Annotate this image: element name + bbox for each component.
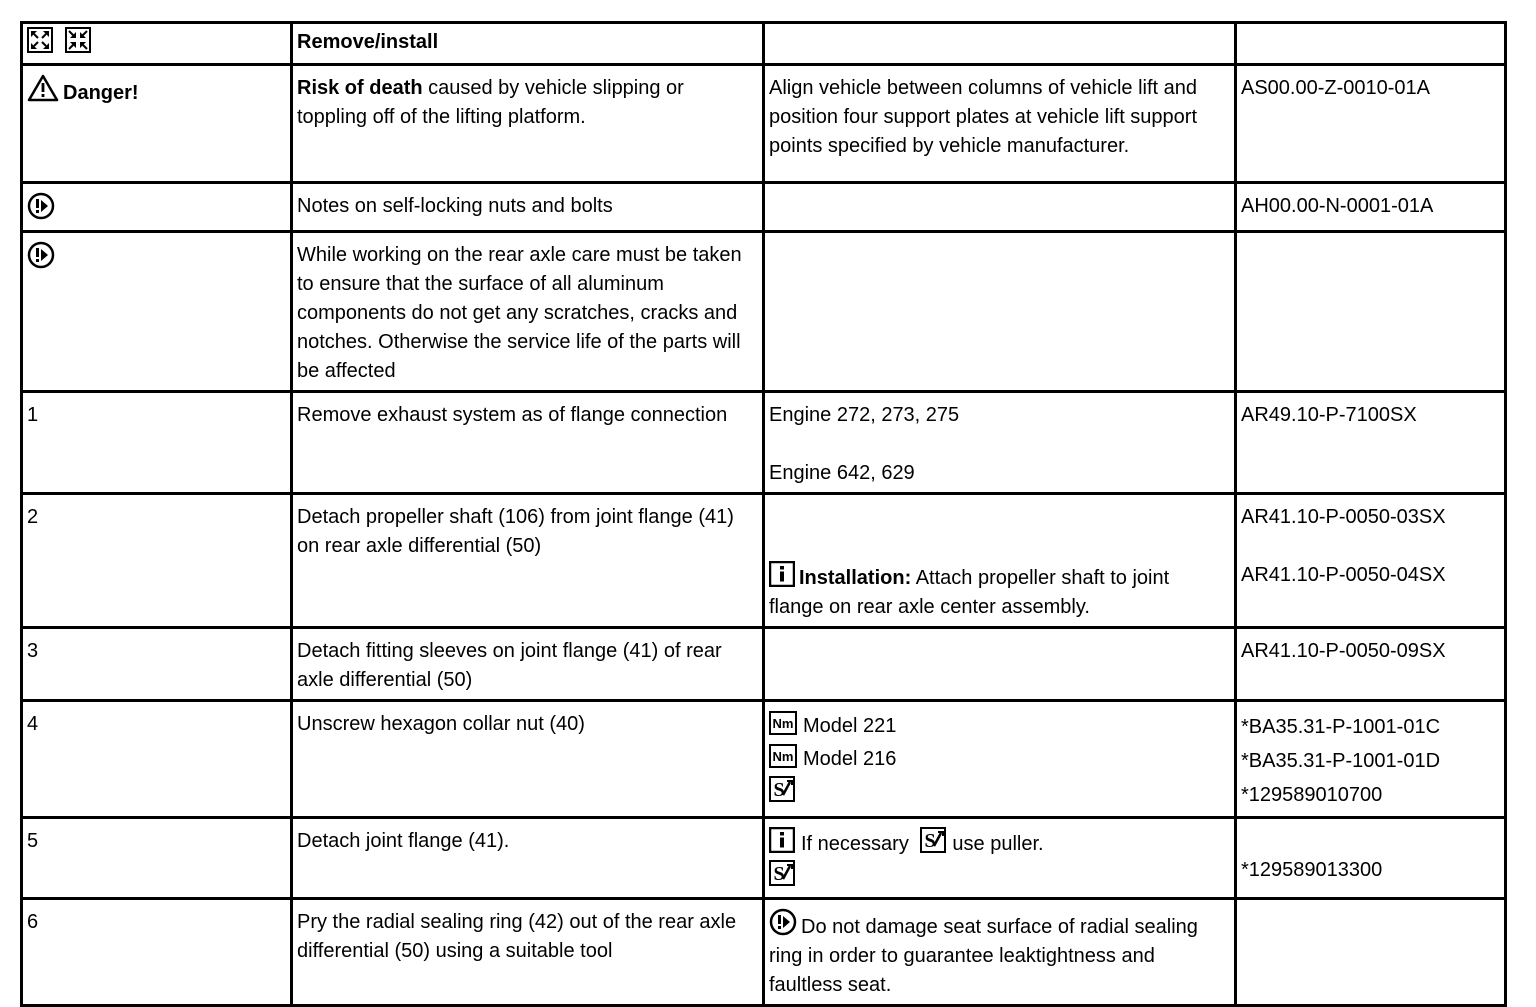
step-notes-cell: [764, 392, 1236, 494]
danger-label: Danger!: [63, 82, 139, 104]
info-icon: [769, 827, 795, 853]
svg-text:S: S: [773, 779, 785, 801]
step-notes-cell: [764, 899, 1236, 1006]
header-title: Remove/install: [292, 23, 764, 65]
step-row: [22, 899, 1506, 1006]
step-ref[interactable]: *129589013300: [1241, 859, 1383, 881]
note-ref[interactable]: AH00.00-N-0001-01A: [1236, 183, 1506, 232]
step-number: 2: [22, 494, 292, 628]
danger-text: caused by vehicle slipping or toppling off of the lifting platform.: [297, 77, 684, 128]
expand-icon[interactable]: [27, 27, 53, 53]
danger-bold-text: Risk of death: [297, 77, 423, 99]
step-row: [22, 392, 1506, 494]
step-row: [22, 701, 1506, 818]
step-text: Unscrew hexagon collar nut (40): [292, 701, 764, 818]
danger-note: Align vehicle between columns of vehicle lift and position four support plates at vehicle lift support points specified by vehicle manufacturer.: [764, 65, 1236, 183]
note-row: [22, 183, 1506, 232]
step-text: Detach propeller shaft (106) from joint flange (41) on rear axle differential (50): [292, 494, 764, 628]
collapse-icon[interactable]: [65, 27, 91, 53]
note-icon-cell: [22, 183, 292, 232]
danger-ref[interactable]: AS00.00-Z-0010-01A: [1236, 65, 1506, 183]
warning-triangle-icon: [27, 74, 59, 102]
step-ref[interactable]: *BA35.31-P-1001-01D: [1241, 750, 1441, 772]
step-empty: [1236, 899, 1506, 1006]
step-number: 4: [22, 701, 292, 818]
installation-label: Installation:: [799, 567, 912, 589]
installation-text: Attach propeller shaft to joint flange on rear axle center assembly.: [769, 567, 1170, 618]
special-tool-icon: [769, 860, 795, 886]
note-row: [22, 232, 1506, 392]
step-refs-cell: [1236, 818, 1506, 899]
step-number: 5: [22, 818, 292, 899]
step-refs-cell: [1236, 494, 1506, 628]
note-empty: [764, 232, 1236, 392]
step-ref[interactable]: AR41.10-P-0050-04SX: [1241, 564, 1446, 586]
note-text: Notes on self-locking nuts and bolts: [292, 183, 764, 232]
info-icon: [769, 561, 795, 587]
danger-text-cell: [292, 65, 764, 183]
step-note: Engine 642, 629: [769, 462, 915, 484]
special-tool-icon: [920, 827, 946, 853]
step-ref[interactable]: *129589010700: [1241, 784, 1383, 806]
special-tool-icon: [769, 776, 795, 802]
note-circle-icon: [27, 192, 55, 220]
note-empty: [764, 183, 1236, 232]
step-ref[interactable]: AR49.10-P-7100SX: [1236, 392, 1506, 494]
step-notes-cell: [764, 818, 1236, 899]
step-notes-cell: [764, 701, 1236, 818]
step-number: 6: [22, 899, 292, 1006]
step-row: [22, 818, 1506, 899]
header-empty-3: [764, 23, 1236, 65]
svg-text:Nm: Nm: [772, 716, 794, 731]
step-note: Do not damage seat surface of radial sealing ring in order to guarantee leaktightness and faultless seat.: [769, 916, 1198, 996]
note-circle-icon: [27, 241, 55, 269]
step-text: Pry the radial sealing ring (42) out of the rear axle differential (50) using a suitable tool: [292, 899, 764, 1006]
step-number: 3: [22, 628, 292, 701]
note-circle-icon: [769, 908, 797, 936]
step-empty: [764, 628, 1236, 701]
step-ref[interactable]: AR41.10-P-0050-03SX: [1241, 506, 1446, 528]
step-text: Remove exhaust system as of flange connection: [292, 392, 764, 494]
svg-text:S: S: [924, 830, 936, 852]
step-note: If necessary: [801, 833, 909, 855]
torque-icon: [769, 744, 797, 768]
header-row: [22, 23, 1506, 65]
step-text: Detach joint flange (41).: [292, 818, 764, 899]
procedure-table: [20, 21, 1507, 1007]
step-ref[interactable]: AR41.10-P-0050-09SX: [1236, 628, 1506, 701]
step-refs-cell: [1236, 701, 1506, 818]
step-number: 1: [22, 392, 292, 494]
step-text: Detach fitting sleeves on joint flange (41) of rear axle differential (50): [292, 628, 764, 701]
step-ref[interactable]: *BA35.31-P-1001-01C: [1241, 716, 1441, 738]
step-note: Engine 272, 273, 275: [769, 404, 960, 426]
model-label: Model 221: [803, 715, 897, 737]
header-icons-cell: [22, 23, 292, 65]
svg-text:Nm: Nm: [772, 749, 794, 764]
note-text: While working on the rear axle care must be taken to ensure that the surface of all aluminum components do not get any scratches, cracks and notches. Otherwise the service life of the parts will be affected: [292, 232, 764, 392]
note-empty: [1236, 232, 1506, 392]
danger-label-cell: [22, 65, 292, 183]
step-row: [22, 494, 1506, 628]
step-row: [22, 628, 1506, 701]
model-label: Model 216: [803, 748, 897, 770]
step-notes-cell: [764, 494, 1236, 628]
danger-row: [22, 65, 1506, 183]
torque-icon: [769, 711, 797, 735]
note-icon-cell: [22, 232, 292, 392]
header-empty-4: [1236, 23, 1506, 65]
step-note: use puller.: [952, 833, 1044, 855]
svg-text:S: S: [773, 863, 785, 885]
